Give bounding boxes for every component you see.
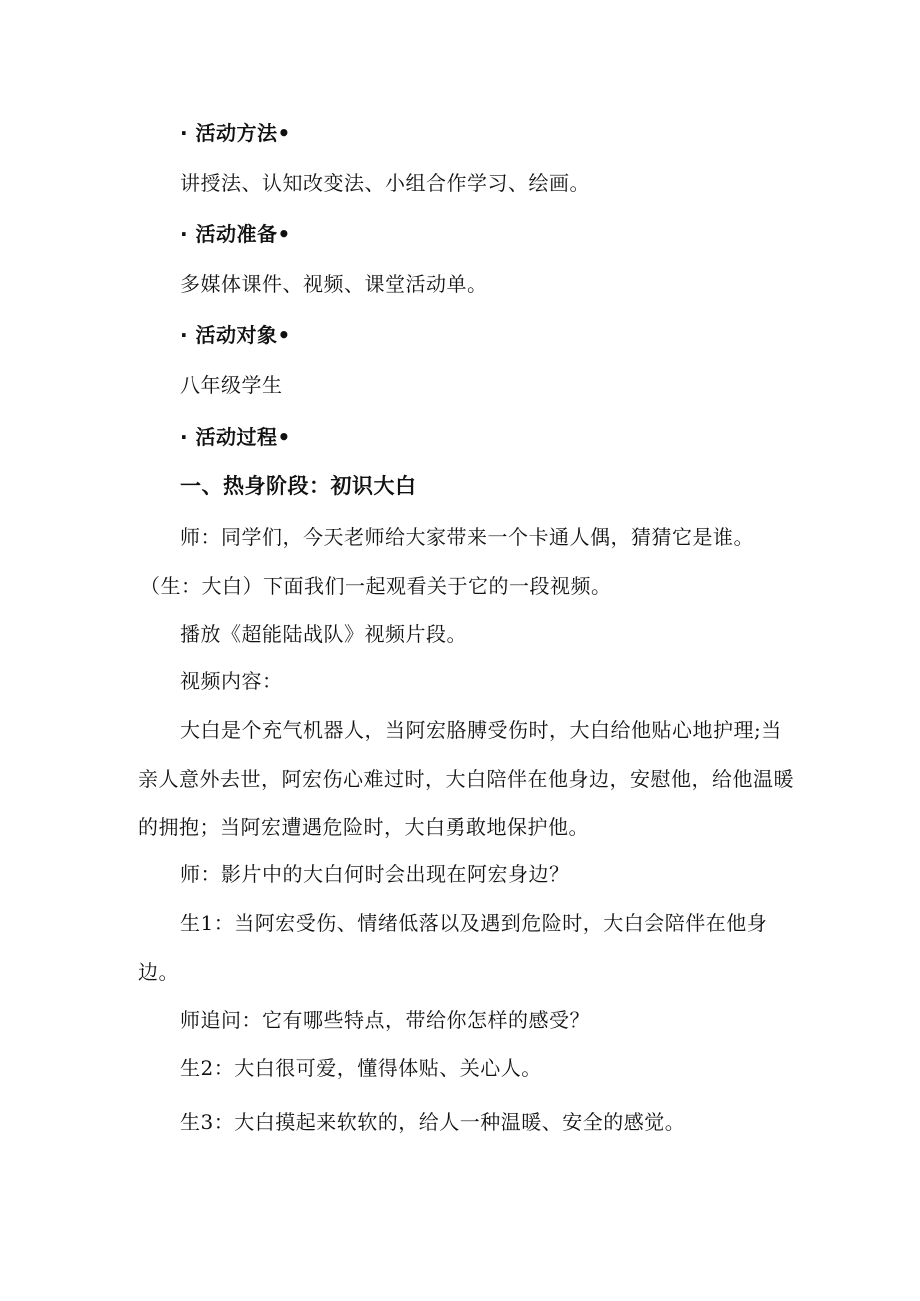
activity-preparation-text: 多媒体课件、视频、课堂活动单。 (180, 272, 488, 296)
paragraph-line: 师追问：它有哪些特点，带给你怎样的感受？ (180, 1008, 590, 1032)
paragraph-line: 边。 (138, 960, 179, 984)
paragraph-line: 的拥抱；当阿宏遭遇危险时，大白勇敢地保护他。 (138, 815, 589, 839)
heading-activity-preparation: · 活动准备• (180, 222, 291, 246)
paragraph-line: 生2：大白很可爱，懂得体贴、关心人。 (180, 1056, 542, 1080)
paragraph-line: 生1：当阿宏受伤、情绪低落以及遇到危险时，大白会陪伴在他身 (180, 911, 768, 935)
paragraph-line: 视频内容： (180, 669, 283, 693)
paragraph-line: 师：影片中的大白何时会出现在阿宏身边？ (180, 862, 570, 886)
heading-activity-method: · 活动方法• (180, 121, 291, 145)
heading-activity-target: · 活动对象• (180, 323, 291, 347)
heading-activity-process: · 活动过程• (180, 425, 291, 449)
stage-one-title: 一、热身阶段：初识大白 (180, 474, 417, 498)
paragraph-line: 师：同学们，今天老师给大家带来一个卡通人偶，猜猜它是谁。 (180, 525, 754, 549)
paragraph-line: 亲人意外去世，阿宏伤心难过时，大白陪伴在他身边，安慰他，给他温暖 (138, 767, 794, 791)
paragraph-line: 大白是个充气机器人，当阿宏胳膊受伤时，大白给他贴心地护理;当 (180, 718, 782, 742)
activity-method-text: 讲授法、认知改变法、小组合作学习、绘画。 (180, 171, 590, 195)
paragraph-line: 播放《超能陆战队》视频片段。 (180, 622, 467, 646)
paragraph-line: （生：大白）下面我们一起观看关于它的一段视频。 (140, 574, 612, 598)
paragraph-line: 生3：大白摸起来软软的，给人一种温暖、安全的感觉。 (180, 1110, 686, 1134)
activity-target-text: 八年级学生 (180, 373, 283, 397)
